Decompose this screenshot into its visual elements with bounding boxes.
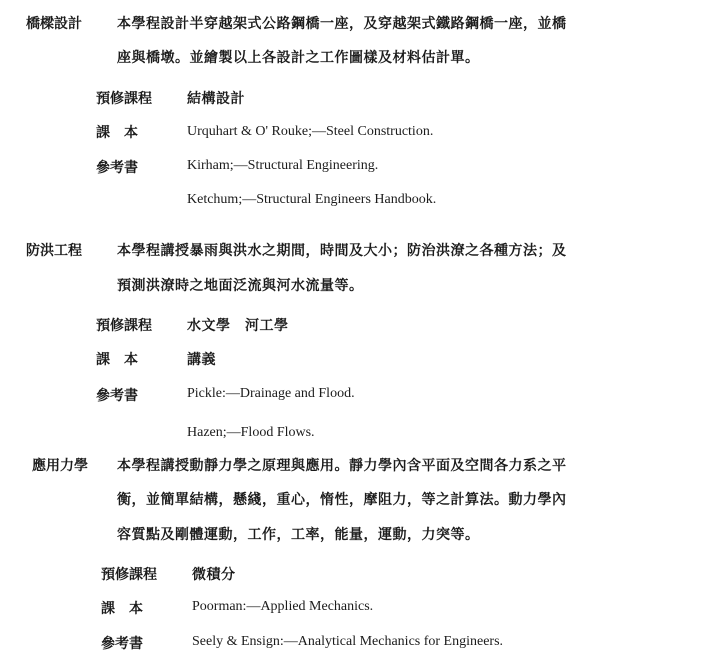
prereq-value: 水文學 河工學 <box>187 318 289 334</box>
prereq-value: 微積分 <box>192 567 236 583</box>
textbook-label: 課 本 <box>101 601 143 617</box>
reference-label: 參考書 <box>96 160 138 176</box>
prereq-label: 預修課程 <box>101 567 157 583</box>
course-description-line: 本學程講授動靜力學之原理與應用。靜力學內含平面及空間各力系之平 <box>117 458 567 474</box>
reference-item: Kirham;—Structural Engineering. <box>187 158 379 173</box>
textbook-label: 課 本 <box>96 125 138 141</box>
textbook-value: Urquhart & O' Rouke;—Steel Construction. <box>187 124 434 139</box>
prereq-label: 預修課程 <box>96 91 152 107</box>
reference-label: 參考書 <box>96 388 138 404</box>
course-description-line: 本學程設計半穿越架式公路鋼橋一座，及穿越架式鐵路鋼橋一座，並橋 <box>117 16 567 32</box>
reference-label: 參考書 <box>101 636 143 652</box>
prereq-label: 預修課程 <box>96 318 152 334</box>
reference-item: Hazen;—Flood Flows. <box>187 425 315 440</box>
reference-item: Ketchum;—Structural Engineers Handbook. <box>187 192 437 207</box>
course-title: 橋樑設計 <box>26 16 82 32</box>
textbook-value: 講義 <box>187 352 216 368</box>
prereq-value: 結構設計 <box>187 91 245 107</box>
course-description-line: 本學程講授暴雨與洪水之期間，時間及大小；防治洪潦之各種方法；及 <box>117 243 567 259</box>
textbook-label: 課 本 <box>96 352 138 368</box>
course-title: 應用力學 <box>32 458 88 474</box>
course-description-line: 衡，並簡單結構，懸綫，重心，惰性，摩阻力，等之計算法。動力學內 <box>117 492 567 508</box>
reference-item: Seely & Ensign:—Analytical Mechanics for Engineers. <box>192 634 504 649</box>
course-description-line: 預測洪潦時之地面泛流與河水流量等。 <box>117 278 364 294</box>
reference-item: Pickle:—Drainage and Flood. <box>187 386 355 401</box>
course-description-line: 座與橋墩。並繪製以上各設計之工作圖樣及材料估計單。 <box>117 50 480 66</box>
course-title: 防洪工程 <box>26 243 82 259</box>
textbook-value: Poorman:—Applied Mechanics. <box>192 599 374 614</box>
course-description-line: 容質點及剛體運動，工作，工率，能量，運動，力突等。 <box>117 527 480 543</box>
